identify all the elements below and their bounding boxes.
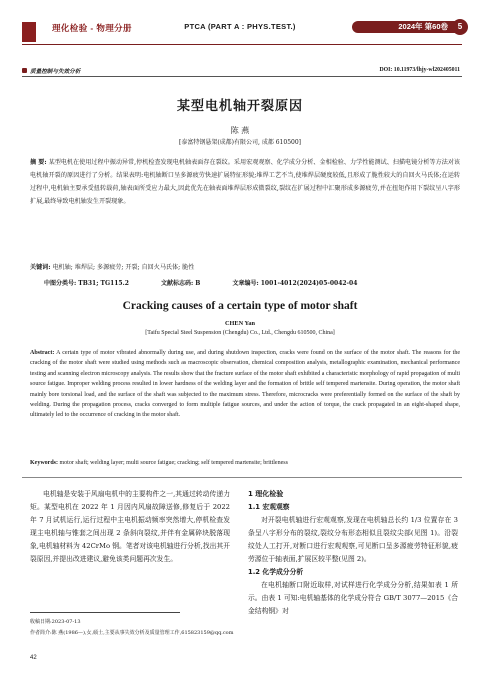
section-heading-1: 1 理化检验 xyxy=(248,490,284,498)
journal-name: PTCA (PART A : PHYS.TEST.) xyxy=(184,22,296,31)
keywords-cn xyxy=(30,262,460,271)
classification-row xyxy=(44,278,464,287)
received-date: 收稿日期:2023-07-13 xyxy=(30,619,81,625)
paragraph-1-2: 在电机轴断口附近取样,对试样进行化学成分分析,结果如表 1 所示。由表 1 可知:电机轴基体的化学成分符合 GB/T 3077—2015《合金结构钢》对 xyxy=(248,581,458,615)
doi[interactable]: DOI: 10.11973/lhjy-wl202405011 xyxy=(379,67,460,73)
abstract-en-text: A certain type of motor vibrated abnormally during use, and during shutdown inspection, cracks were found on the surface of the motor shaft. The reasons for the cracking of the motor shaft were studied using methods such as macroscopic observation, chemical composition analysis, metallographic examination, mechanical performance testing and scanning electron microscopy analysis. The results show that the fracture surface of the motor shaft exhibited a characteristic morphology of rapid propagation of multi source fatigue. Improper welding process resulted in lower hardness of the welding layer and the formation of brittle self tempered martensite. During operation, the motor shaft mainly bore torsional load, and the surface of the shaft was subjected to the maximum stress. Therefore, microcracks were preferentially formed on the surface of the shaft by welding. During the propagation process, cracks converged to form multiple fatigue sources, and under the action of torque, the crack propagated in an eight-shaped shape, ultimately led to the occurrence of cracking in the motor shaft. xyxy=(30,350,461,419)
title-en: Cracking causes of a certain type of motor shaft xyxy=(122,300,358,312)
clc-number: 中图分类号: TB31; TG115.2 xyxy=(44,280,129,287)
author-en: CHEN Yan xyxy=(224,320,256,327)
keywords-cn-text: 电机轴; 堆焊层; 多源疲劳; 开裂; 自回火马氏体; 脆性 xyxy=(52,264,195,271)
section-heading-1-1: 1.1 宏观观察 xyxy=(248,503,290,511)
volume-badge: 2024年 第60卷 xyxy=(352,21,462,33)
abstract-en-label: Abstract: xyxy=(30,350,55,356)
author-bio: 作者简介:陈 燕(1986—),女,硕士,主要从事失效分析及质量管理工作,615823159@qq.com xyxy=(30,630,234,636)
affiliation-cn: [泰富特钢悬架(成都)有限公司, 成都 610500] xyxy=(179,139,301,146)
section-tag-icon xyxy=(22,68,27,73)
abstract-cn xyxy=(30,156,460,208)
right-column xyxy=(248,488,458,618)
keywords-en-label: Keywords: xyxy=(30,460,58,466)
paragraph-1-1: 对开裂电机轴进行宏观观察,发现在电机轴总长约 1/3 位置存在 3 条呈八字形分布的裂纹,裂纹分布形态相似且裂纹尖部(见图 1)。沿裂纹处人工打开,对断口进行宏观观察,可见断口呈多源疲劳特征形貌,疲劳源位于轴表面,扩展区较平整(见图 2)。 xyxy=(248,516,458,563)
author-cn: 陈 燕 xyxy=(230,126,250,135)
front-matter-divider xyxy=(22,477,462,478)
affiliation-en: [Taifu Special Steel Suspension (Chengdu) Co., Ltd., Chengdu 610500, China] xyxy=(145,330,335,336)
doi-divider xyxy=(22,76,462,77)
keywords-en-text: motor shaft; welding layer; multi source fatigue; cracking; self tempered martensite; brittleness xyxy=(59,460,288,466)
journal-logo-text: 理化检验 - 物理分册 xyxy=(52,23,132,33)
section-heading-1-2: 1.2 化学成分分析 xyxy=(248,568,304,576)
footnote-divider xyxy=(30,612,180,613)
abstract-cn-text: 某型电机在使用过程中振动异常,停机检查发现电机轴表面存在裂纹。采用宏观观察、化学成分分析、金相检验、力学性能测试、扫描电镜分析等方法对该电机轴开裂的原因进行了分析。结果表明:电机轴断口呈多源疲劳快速扩展特征形貌;堆焊工艺不当,使堆焊层硬度较低,且形成了脆性较大的自回火马氏体;在运转过程中,电机轴主要承受扭转载荷,轴表面所受应力最大,因此优先在轴表面堆焊层形成微裂纹,裂纹在扩展过程中汇聚形成多源疲劳,并在扭矩作用下裂纹呈八字形扩展,最终导致电机轴发生开裂现象。 xyxy=(30,159,461,205)
intro-paragraph: 电机轴是安装于风扇电机中的主要构件之一,其通过转动传递力矩。某型电机在 2022 年 1 月因内风扇故障送修,修复后于 2022 年 7 月试机运行,运行过程中主电机振动频率突然增大,停机检查发现主电机轴与锥套之间出现 2 条斜向裂纹,并伴有金属碎块脱落现象,电机轴材料为 42CrMo 钢。笔者对该电机轴进行分析,找出其开裂原因,并提出改进建议,避免该类问题再次发生。 xyxy=(30,490,230,563)
keywords-cn-label: 关键词: xyxy=(30,264,51,271)
article-number: 文章编号: 1001-4012(2024)05-0042-04 xyxy=(232,280,358,287)
header-divider xyxy=(22,44,462,45)
abstract-en xyxy=(30,348,460,421)
issue-number: 5 xyxy=(452,19,468,35)
title-cn: 某型电机轴开裂原因 xyxy=(176,99,303,114)
keywords-en xyxy=(30,460,460,466)
document-code: 文献标志码: B xyxy=(160,280,201,287)
page-number: 42 xyxy=(30,655,37,661)
section-tag: 质量控制与失效分析 xyxy=(30,69,81,75)
abstract-cn-label: 摘 要: xyxy=(30,159,47,166)
